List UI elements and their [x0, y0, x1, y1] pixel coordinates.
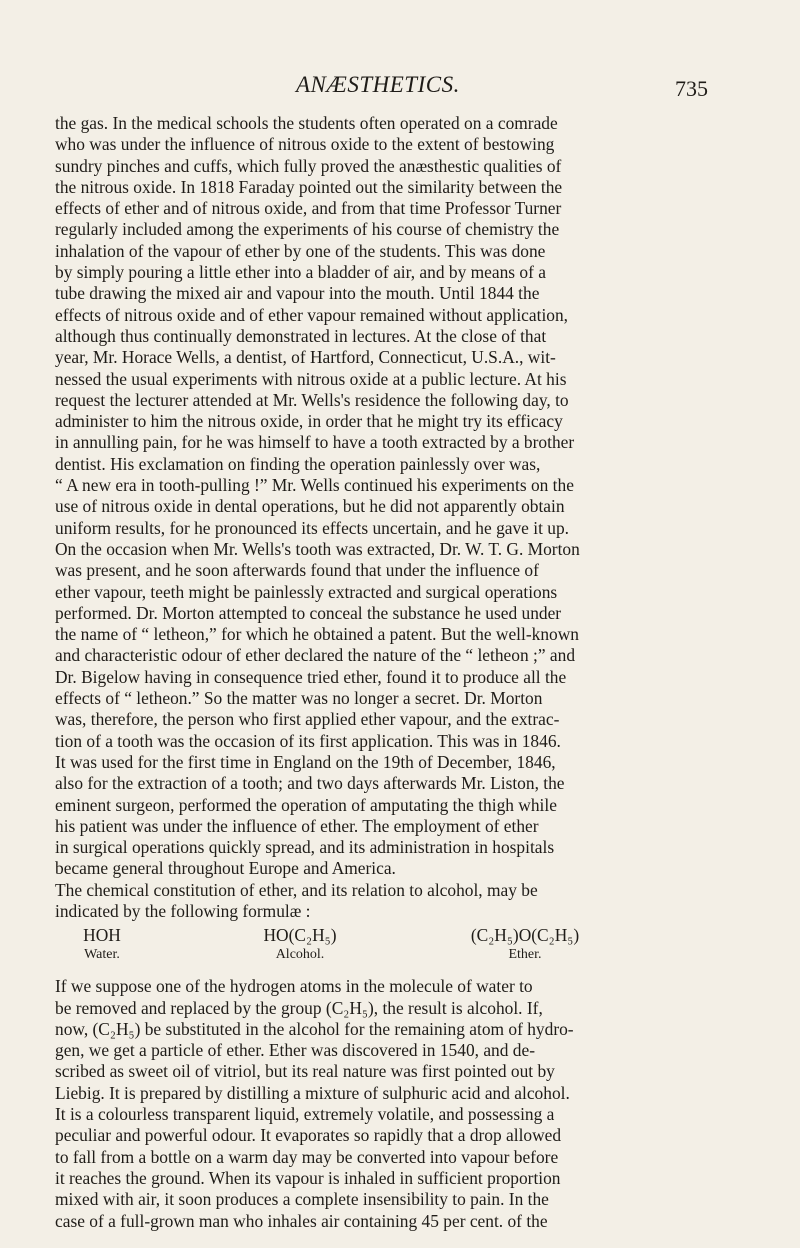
text-line: also for the extraction of a tooth; and two days afterwards Mr. Liston, the: [55, 773, 565, 794]
text-line: who was under the influence of nitrous oxide to the extent of bestowing: [55, 134, 555, 155]
text-line: effects of ether and of nitrous oxide, and from that time Professor Turner: [55, 198, 562, 219]
text-line: “ A new era in tooth-pulling !” Mr. Wells continued his experiments on the: [55, 475, 574, 496]
text-line: regularly included among the experiments of his course of chemistry the: [55, 219, 560, 240]
text-line: Dr. Bigelow having in consequence tried ether, found it to produce all the: [55, 666, 567, 687]
text-line: scribed as sweet oil of vitriol, but its real nature was first pointed out by: [55, 1061, 555, 1082]
text-line: tube drawing the mixed air and vapour into the mouth. Until 1844 the: [55, 283, 540, 304]
text-line: to fall from a bottle on a warm day may be converted into vapour before: [55, 1146, 559, 1167]
text-line: administer to him the nitrous oxide, in order that he might try its efficacy: [55, 411, 563, 432]
text-line: effects of nitrous oxide and of ether vapour remained without application,: [55, 304, 569, 325]
text-line: became general throughout Europe and America.: [55, 858, 396, 879]
text-line: use of nitrous oxide in dental operations, but he did not apparently obtain: [55, 496, 565, 517]
text-line: If we suppose one of the hydrogen atoms in the molecule of water to: [55, 976, 533, 997]
text-line: although thus continually demonstrated in lectures. At the close of that: [55, 325, 547, 346]
formula-text: HO(C₂H₅): [263, 925, 337, 946]
formula-ether: [425, 924, 625, 963]
text-line: indicated by the following formulæ :: [55, 900, 311, 921]
text-line: On the occasion when Mr. Wells's tooth was extracted, Dr. W. T. G. Morton: [55, 538, 580, 559]
text-line: was, therefore, the person who first applied ether vapour, and the extrac-: [55, 709, 560, 730]
formula-water: [67, 924, 137, 963]
text-line: the nitrous oxide. In 1818 Faraday pointed out the similarity between the: [55, 176, 563, 197]
text-line: and characteristic odour of ether declared the nature of the “ letheon ;” and: [55, 645, 576, 666]
text-line: his patient was under the influence of ether. The employment of ether: [55, 815, 539, 836]
text-line: uniform results, for he pronounced its effects uncertain, and he gave it up.: [55, 517, 569, 538]
running-title: ANÆSTHETICS.: [296, 72, 460, 97]
text-line: eminent surgeon, performed the operation of amputating the thigh while: [55, 794, 557, 815]
formula-label: Water.: [84, 947, 120, 963]
text-line: sundry pinches and cuffs, which fully proved the anæsthestic qualities of: [55, 155, 562, 176]
text-line: be removed and replaced by the group (C₂H₅), the result is alcohol. If,: [55, 997, 543, 1018]
text-line: ether vapour, teeth might be painlessly extracted and surgical operations: [55, 581, 558, 602]
text-line: case of a full-grown man who inhales air containing 45 per cent. of the: [55, 1210, 548, 1231]
formula-text: (C₂H₅)O(C₂H₅): [470, 925, 580, 946]
formula-table: [55, 924, 712, 970]
formula-alcohol: [225, 924, 375, 963]
text-line: Liebig. It is prepared by distilling a mixture of sulphuric acid and alcohol.: [55, 1082, 570, 1103]
text-line: tion of a tooth was the occasion of its first application. This was in 1846.: [55, 730, 561, 751]
text-line: inhalation of the vapour of ether by one of the students. This was done: [55, 240, 546, 261]
text-line: peculiar and powerful odour. It evaporates so rapidly that a drop allowed: [55, 1125, 562, 1146]
formula-label: Alcohol.: [275, 947, 325, 963]
text-line: the gas. In the medical schools the students often operated on a comrade: [55, 113, 558, 133]
running-head: [0, 72, 800, 104]
text-line: was present, and he soon afterwards found that under the influence of: [55, 560, 539, 581]
text-line: performed. Dr. Morton attempted to conceal the substance he used under: [55, 602, 562, 623]
text-line: gen, we get a particle of ether. Ether was discovered in 1540, and de-: [55, 1040, 535, 1061]
text-line: It is a colourless transparent liquid, extremely volatile, and possessing a: [55, 1104, 555, 1125]
body-text: [55, 113, 712, 1232]
text-line: year, Mr. Horace Wells, a dentist, of Hartford, Connecticut, U.S.A., wit-: [55, 347, 556, 368]
text-line: dentist. His exclamation on finding the operation painlessly over was,: [55, 453, 541, 474]
text-line: request the lecturer attended at Mr. Wells's residence the following day, to: [55, 389, 569, 410]
formula-text: HOH: [83, 925, 121, 946]
paragraph-block-b: [55, 976, 712, 1232]
text-line: The chemical constitution of ether, and its relation to alcohol, may be: [55, 879, 538, 900]
text-line: the name of “ letheon,” for which he obtained a patent. But the well-known: [55, 624, 579, 645]
text-line: effects of “ letheon.” So the matter was no longer a secret. Dr. Morton: [55, 688, 543, 709]
text-line: now, (C₂H₅) be substituted in the alcohol for the remaining atom of hydro-: [55, 1018, 574, 1039]
paragraph-block-a: [55, 113, 712, 922]
text-line: It was used for the first time in England on the 19th of December, 1846,: [55, 751, 556, 772]
text-line: in surgical operations quickly spread, and its administration in hospitals: [55, 837, 555, 858]
text-line: it reaches the ground. When its vapour is inhaled in sufficient proportion: [55, 1167, 561, 1188]
text-line: nessed the usual experiments with nitrous oxide at a public lecture. At his: [55, 368, 567, 389]
text-line: by simply pouring a little ether into a bladder of air, and by means of a: [55, 262, 546, 283]
text-line: in annulling pain, for he was himself to have a tooth extracted by a brother: [55, 432, 575, 453]
formula-label: Ether.: [508, 947, 542, 963]
text-line: mixed with air, it soon produces a complete insensibility to pain. In the: [55, 1189, 549, 1210]
page-number: 735: [675, 76, 708, 101]
